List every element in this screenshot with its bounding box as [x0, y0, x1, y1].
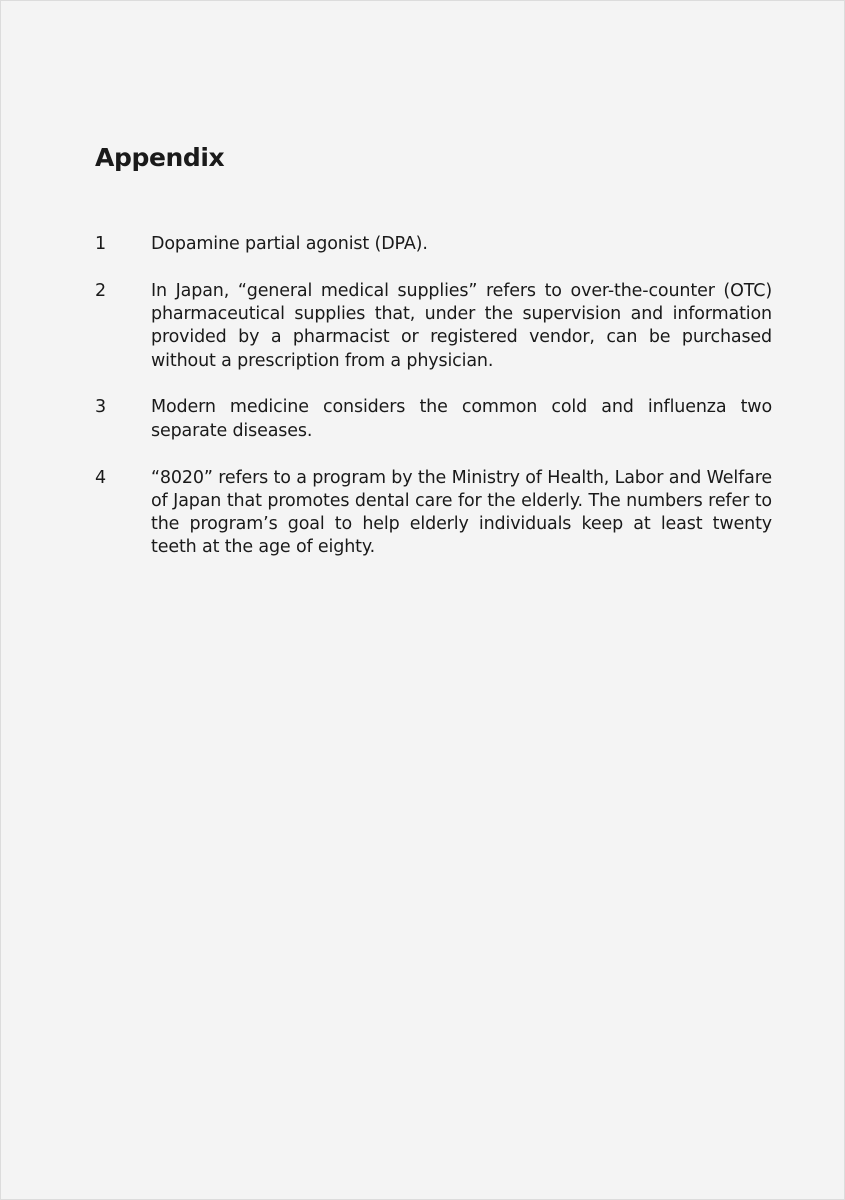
note-item — [95, 280, 772, 373]
note-number: 4 — [95, 467, 107, 488]
note-text: In Japan, “general medical supplies” refers to over-the-counter (OTC) pharmaceutical supplies that, under the supervision and information provided by a pharmacist or registered vendor, can be purchased without a prescription from a physician. — [151, 280, 772, 371]
page-title: Appendix — [95, 143, 225, 172]
note-text: Modern medicine considers the common cold and influenza two separate diseases. — [151, 397, 772, 441]
note-number: 2 — [95, 280, 107, 301]
note-number: 1 — [95, 234, 107, 254]
note-text: Dopamine partial agonist (DPA). — [151, 234, 428, 254]
note-item — [95, 467, 772, 560]
note-item — [95, 233, 772, 256]
note-text: “8020” refers to a program by the Ministry of Health, Labor and Welfare of Japan that promotes dental care for the elderly. The numbers refer to the program’s goal to help elderly individuals keep at least twenty teeth at the age of eighty. — [151, 467, 772, 558]
note-item — [95, 396, 772, 443]
notes-list — [95, 233, 772, 583]
note-number: 3 — [95, 397, 107, 418]
